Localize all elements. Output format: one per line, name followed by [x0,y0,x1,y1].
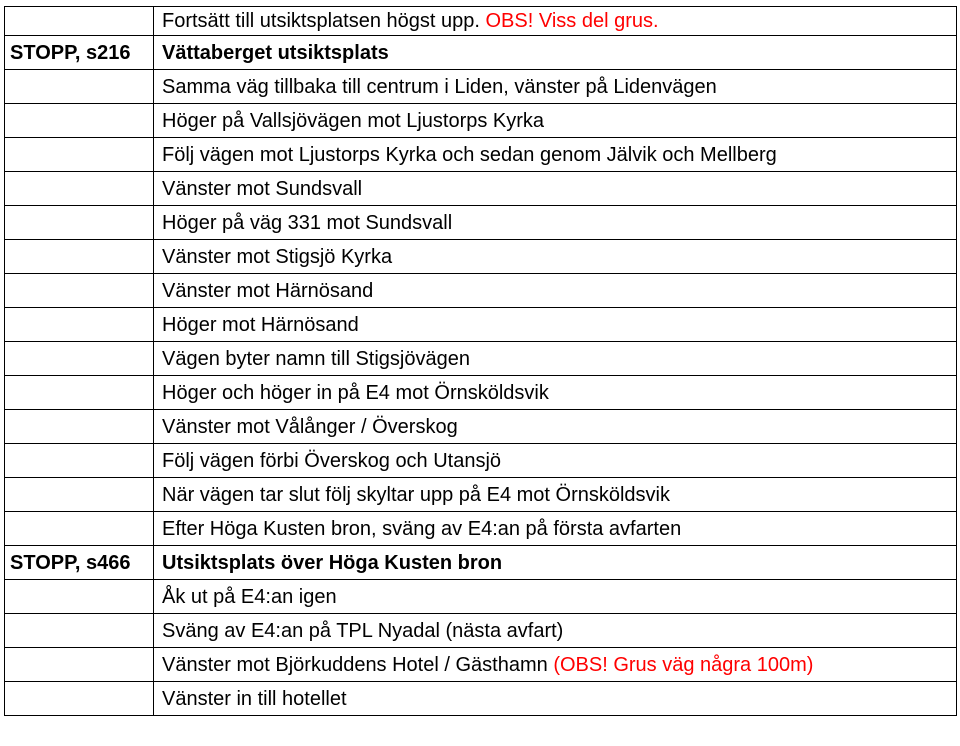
table-row [5,580,957,614]
stop-cell [5,376,154,410]
stop-cell [5,274,154,308]
table-row [5,444,957,478]
direction-text: När vägen tar slut följ skyltar upp på E4 mot Örnsköldsvik [162,483,670,506]
direction-text: Höger mot Härnösand [162,313,359,336]
table-row [5,546,957,580]
stop-cell [5,648,154,682]
stop-cell [5,580,154,614]
stop-cell [5,410,154,444]
table-row [5,410,957,444]
direction-cell [154,206,957,240]
table-row [5,274,957,308]
direction-text: Vättaberget utsiktsplats [162,41,389,64]
direction-text: Åk ut på E4:an igen [162,585,337,608]
stop-cell [5,172,154,206]
stop-cell [5,444,154,478]
table-row [5,206,957,240]
direction-text: Följ vägen mot Ljustorps Kyrka och sedan genom Jälvik och Mellberg [162,143,777,166]
direction-text: Samma väg tillbaka till centrum i Liden, vänster på Lidenvägen [162,75,717,98]
direction-cell [154,546,957,580]
direction-cell [154,308,957,342]
table-row [5,342,957,376]
table-row [5,240,957,274]
table-row [5,36,957,70]
stop-cell [5,308,154,342]
direction-cell [154,342,957,376]
direction-cell [154,410,957,444]
table-row [5,512,957,546]
direction-text: Vänster in till hotellet [162,687,347,710]
direction-cell [154,274,957,308]
direction-cell [154,478,957,512]
direction-text: Utsiktsplats över Höga Kusten bron [162,551,503,574]
direction-cell [154,36,957,70]
table-row [5,478,957,512]
stop-cell [5,70,154,104]
stop-label: STOPP, s466 [5,546,154,580]
stop-cell [5,7,154,36]
warning-note: (OBS! Grus väg några 100m) [553,653,814,676]
direction-cell [154,580,957,614]
direction-cell [154,240,957,274]
stop-cell [5,240,154,274]
table-row [5,682,957,716]
direction-text: Vänster mot Stigsjö Kyrka [162,245,393,268]
direction-cell [154,138,957,172]
table-row [5,138,957,172]
table-row [5,648,957,682]
stop-cell [5,512,154,546]
stop-cell [5,104,154,138]
direction-cell [154,7,957,36]
warning-note: OBS! Viss del grus. [485,10,659,32]
direction-cell [154,614,957,648]
direction-cell [154,376,957,410]
direction-text: Höger och höger in på E4 mot Örnsköldsvik [162,381,549,404]
direction-text: Vänster mot Björkuddens Hotel / Gästhamn [162,653,554,676]
direction-text: Sväng av E4:an på TPL Nyadal (nästa avfart) [162,619,564,642]
direction-text: Höger på väg 331 mot Sundsvall [162,211,453,234]
direction-text: Vägen byter namn till Stigsjövägen [162,347,470,370]
direction-cell [154,70,957,104]
direction-text: Efter Höga Kusten bron, sväng av E4:an på första avfarten [162,517,682,540]
direction-cell [154,104,957,138]
stop-cell [5,342,154,376]
stop-cell [5,478,154,512]
direction-text: Vänster mot Härnösand [162,279,374,302]
stop-cell [5,614,154,648]
stop-cell [5,682,154,716]
table-row [5,614,957,648]
table-row [5,172,957,206]
table-row [5,376,957,410]
stop-cell [5,138,154,172]
table-row [5,7,957,36]
direction-text: Fortsätt till utsiktsplatsen högst upp. [162,10,486,32]
direction-text: Vänster mot Vålånger / Överskog [162,415,458,438]
stop-cell [5,206,154,240]
route-rows [5,7,957,716]
route-directions-table [4,6,957,716]
direction-cell [154,648,957,682]
direction-text: Höger på Vallsjövägen mot Ljustorps Kyrka [162,109,545,132]
direction-cell [154,682,957,716]
stop-label: STOPP, s216 [5,36,154,70]
direction-cell [154,172,957,206]
direction-cell [154,444,957,478]
table-row [5,104,957,138]
direction-cell [154,512,957,546]
direction-text: Följ vägen förbi Överskog och Utansjö [162,449,502,472]
table-row [5,308,957,342]
direction-text: Vänster mot Sundsvall [162,177,363,200]
table-row [5,70,957,104]
